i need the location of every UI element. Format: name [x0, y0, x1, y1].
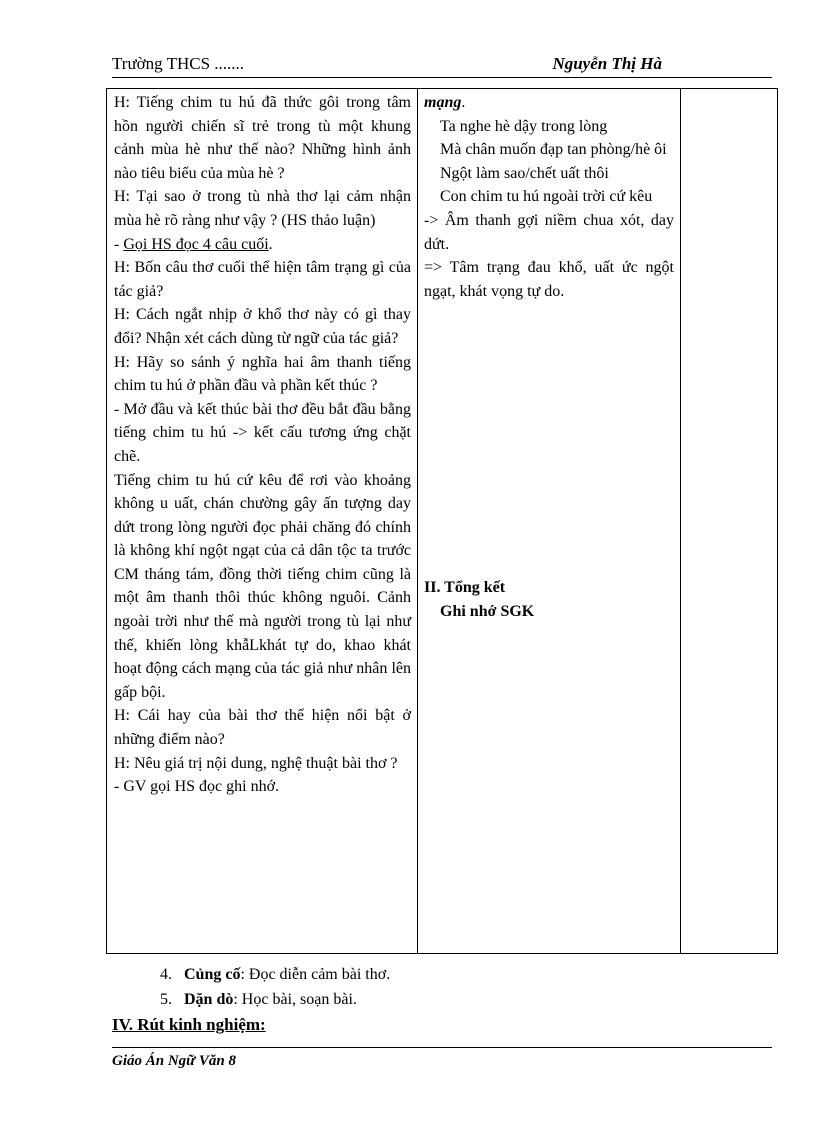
notes-cell — [681, 89, 778, 954]
lesson-table — [106, 88, 778, 954]
table-row — [107, 89, 778, 954]
analysis-text: -> Âm thanh gợi niềm chua xót, day dứt. — [424, 211, 674, 253]
list-item: 4. Củng cố: Đọc diễn cảm bài thơ. — [160, 966, 391, 983]
header-divider — [112, 77, 772, 78]
explanation-text: Tiếng chim tu hú cứ kêu để rơi vào khoảng không u uất, chán chường gây ấn tượng day dứt trong lòng người đọc phải chăng đó chính là không khí ngột ngạt của cả dân tộc ta trước CM tháng tám, đồng thời tiếng chim cũng là một âm thanh thôi thúc không nguôi. Cảnh ngoài trời như thế mà người trong tù lại như thế, khiến lòng khẫLkhát tự do, khao khát hoạt động cách mạng của tác giả như nhân lên gấp bội. — [114, 471, 411, 701]
question-text: H: Nêu giá trị nội dung, nghệ thuật bài thơ ? — [114, 754, 398, 772]
read-instruction: Gọi HS đọc 4 câu cuối — [123, 235, 269, 253]
poem-line: Ngột làm sao/chết uất thôi — [440, 164, 609, 182]
question-text: H: Tiếng chim tu hú đã thức gôi trong tâm hồn người chiến sĩ trẻ trong tù một khung cảnh mùa hè như thế nào? Những hình ảnh nào tiêu biểu của mùa hè ? — [114, 94, 411, 182]
page-footer: Giáo Án Ngữ Văn 8 — [112, 1053, 237, 1069]
instruction-text: - GV gọi HS đọc ghi nhớ. — [114, 778, 280, 796]
author-name: Nguyễn Thị Hà — [552, 54, 662, 73]
section-heading: IV. Rút kinh nghiệm: — [112, 1015, 266, 1034]
poem-line: Mà chân muốn đạp tan phòng/hè ôi — [440, 141, 667, 159]
question-text: H: Cái hay của bài thơ thể hiện nổi bật ở những điểm nào? — [114, 707, 411, 749]
instruction-text: - Gọi HS đọc 4 câu cuối. — [114, 235, 273, 253]
summary-note: Ghi nhớ SGK — [440, 602, 535, 620]
poem-line: Con chim tu hú ngoài trời cứ kêu — [440, 188, 653, 206]
analysis-text: => Tâm trạng đau khổ, uất ức ngột ngạt, khát vọng tự do. — [424, 259, 674, 300]
content-cell — [418, 89, 681, 954]
question-text: H: Tại sao ở trong tù nhà thơ lại cảm nhận mùa hè rõ ràng như vậy ? (HS thảo luận) — [114, 188, 411, 229]
poem-line: Ta nghe hè dậy trong lòng — [440, 117, 608, 135]
list-item: 5. Dặn dò: Học bài, soạn bài. — [160, 991, 357, 1008]
post-table-steps — [160, 962, 390, 1012]
content-heading: mạng. — [424, 94, 466, 111]
question-text: H: Bốn câu thơ cuối thể hiện tâm trạng gì của tác giả? — [114, 259, 411, 300]
question-text: H: Cách ngắt nhịp ở khổ thơ này có gì thay đổi? Nhận xét cách dùng từ ngữ của tác giả? — [114, 306, 411, 347]
summary-heading: II. Tổng kết — [424, 579, 506, 597]
question-text: H: Hãy so sánh ý nghĩa hai âm thanh tiếng chim tu hú ở phần đầu và phần kết thúc ? — [114, 353, 411, 395]
answer-text: - Mở đầu và kết thúc bài thơ đều bắt đầu bằng tiếng chim tu hú -> kết cấu tương ứng chặt chẽ. — [114, 400, 411, 465]
activities-cell — [107, 89, 418, 954]
page-header — [112, 54, 772, 76]
school-name: Trường THCS ....... — [112, 54, 245, 73]
footer-divider — [112, 1047, 772, 1048]
